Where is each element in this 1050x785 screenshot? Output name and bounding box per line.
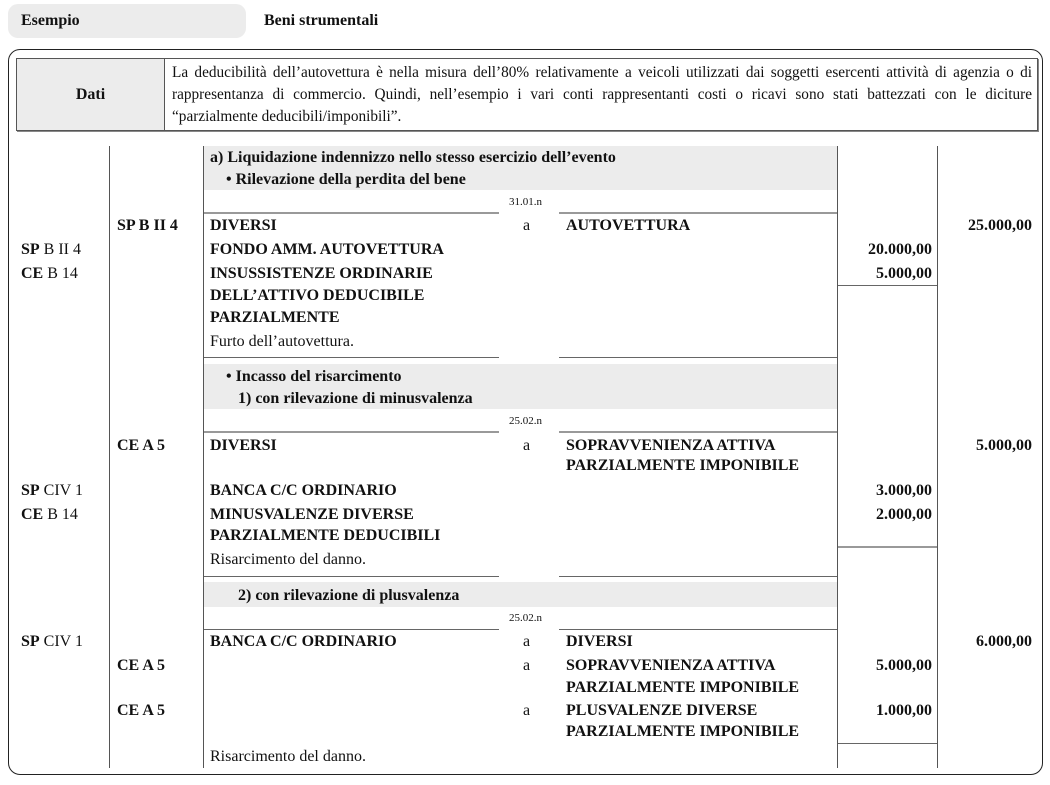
section-a-credit-0: AUTOVETTURA bbox=[566, 217, 691, 234]
section-a-rule-right bbox=[559, 212, 837, 214]
section-a-note: Furto dell’autovettura. bbox=[210, 333, 354, 350]
example-tag-label: Esempio bbox=[21, 12, 80, 29]
section-c-title: 2) con rilevazione di plusvalenza bbox=[238, 587, 460, 604]
section-b-credit-0: SOPRAVVENIENZA ATTIVA bbox=[566, 437, 776, 454]
section-a-code1-2: CE B 14 bbox=[21, 265, 78, 282]
section-c-code2-2: CE A 5 bbox=[117, 702, 166, 719]
section-a-end-rule-right bbox=[559, 357, 837, 358]
section-b-debit-2b: PARZIALMENTE DEDUCIBILI bbox=[210, 527, 441, 544]
section-c-code1-0: SP CIV 1 bbox=[21, 633, 83, 650]
section-c-total-0: 6.000,00 bbox=[976, 633, 1032, 650]
section-a-code1-1: SP B II 4 bbox=[21, 241, 81, 258]
section-c-note: Risarcimento del danno. bbox=[210, 748, 366, 765]
section-b-a-0: a bbox=[523, 437, 531, 454]
section-a-date: 31.01.n bbox=[509, 196, 542, 208]
section-b-code2-0: CE A 5 bbox=[117, 437, 166, 454]
section-c-credit-0: DIVERSI bbox=[566, 633, 633, 650]
section-b-code1-2: CE B 14 bbox=[21, 506, 78, 523]
dati-text: La deducibilità dell’autovettura è nella misura dell’80% relativamente a veicoli utilizzati dai soggetti esercenti attività di agenzia o di rappresentanza di commercio. Quindi, nell’esempio i vari conti rappresentanti costi o ricavi sono stati battezzati con le diciture “parzialmente deducibili/imponibili”. bbox=[172, 64, 1032, 125]
section-a-total-0: 25.000,00 bbox=[968, 217, 1032, 234]
section-a-partial-rule bbox=[838, 285, 937, 286]
topic-title: Beni strumentali bbox=[264, 12, 379, 29]
section-a-code2-0: SP B II 4 bbox=[117, 217, 178, 234]
section-c-partial-2: 1.000,00 bbox=[876, 702, 932, 719]
col-divider-3 bbox=[837, 146, 838, 768]
section-c-date: 25.02.n bbox=[509, 612, 542, 624]
section-a-a-0: a bbox=[523, 217, 531, 234]
section-b-subtitle: 1) con rilevazione di minusvalenza bbox=[238, 390, 473, 407]
section-b-end-rule-right bbox=[559, 576, 837, 577]
section-a-title: a) Liquidazione indennizzo nello stesso esercizio dell’evento bbox=[210, 149, 616, 166]
section-b-total-0: 5.000,00 bbox=[976, 437, 1032, 454]
section-b-note: Risarcimento del danno. bbox=[210, 551, 366, 568]
section-c-rule-left bbox=[204, 629, 499, 630]
section-a-rule-left bbox=[204, 212, 499, 214]
section-c-debit-0: BANCA C/C ORDINARIO bbox=[210, 633, 397, 650]
section-c-partial-rule bbox=[838, 743, 937, 744]
col-divider-2 bbox=[203, 146, 204, 768]
section-b-debit-1: BANCA C/C ORDINARIO bbox=[210, 482, 397, 499]
section-a-debit-2: INSUSSISTENZE ORDINARIE bbox=[210, 265, 433, 282]
section-c-credit-2: PLUSVALENZE DIVERSE bbox=[566, 702, 758, 719]
section-a-end-rule-left bbox=[204, 357, 499, 358]
section-b-partial-1: 3.000,00 bbox=[876, 482, 932, 499]
section-c-a-2: a bbox=[523, 702, 531, 719]
section-b-rule-left bbox=[204, 431, 499, 433]
section-c-credit-1: SOPRAVVENIENZA ATTIVA bbox=[566, 657, 776, 674]
section-c-code2-1: CE A 5 bbox=[117, 657, 166, 674]
section-c-credit-2b: PARZIALMENTE IMPONIBILE bbox=[566, 723, 800, 740]
section-b-date: 25.02.n bbox=[509, 415, 542, 427]
section-a-debit-1: FONDO AMM. AUTOVETTURA bbox=[210, 241, 444, 258]
section-c-partial-1: 5.000,00 bbox=[876, 657, 932, 674]
section-b-debit-0: DIVERSI bbox=[210, 437, 277, 454]
section-b-title: • Incasso del risarcimento bbox=[226, 368, 402, 385]
section-b-rule-right bbox=[559, 431, 837, 433]
section-a-partial-2: 5.000,00 bbox=[876, 265, 932, 282]
col-divider-1 bbox=[109, 146, 110, 768]
section-c-a-1: a bbox=[523, 657, 531, 674]
section-b-end-rule-left bbox=[204, 576, 499, 577]
section-a-subtitle: • Rilevazione della perdita del bene bbox=[226, 171, 466, 188]
section-a-debit-3: DELL’ATTIVO DEDUCIBILE bbox=[210, 287, 425, 304]
col-divider-4 bbox=[937, 146, 938, 768]
dati-label: Dati bbox=[17, 59, 165, 130]
section-b-partial-rule bbox=[838, 546, 937, 548]
section-b-code1-1: SP CIV 1 bbox=[21, 482, 83, 499]
section-b-credit-0b: PARZIALMENTE IMPONIBILE bbox=[566, 457, 800, 474]
section-a-partial-1: 20.000,00 bbox=[868, 241, 932, 258]
section-a-debit-4: PARZIALMENTE bbox=[210, 309, 340, 326]
section-a-debit-0: DIVERSI bbox=[210, 217, 277, 234]
section-c-credit-1b: PARZIALMENTE IMPONIBILE bbox=[566, 679, 800, 696]
section-c-rule-right bbox=[559, 629, 837, 630]
section-c-a-0: a bbox=[523, 633, 531, 650]
section-b-partial-2: 2.000,00 bbox=[876, 506, 932, 523]
section-b-debit-2: MINUSVALENZE DIVERSE bbox=[210, 506, 414, 523]
